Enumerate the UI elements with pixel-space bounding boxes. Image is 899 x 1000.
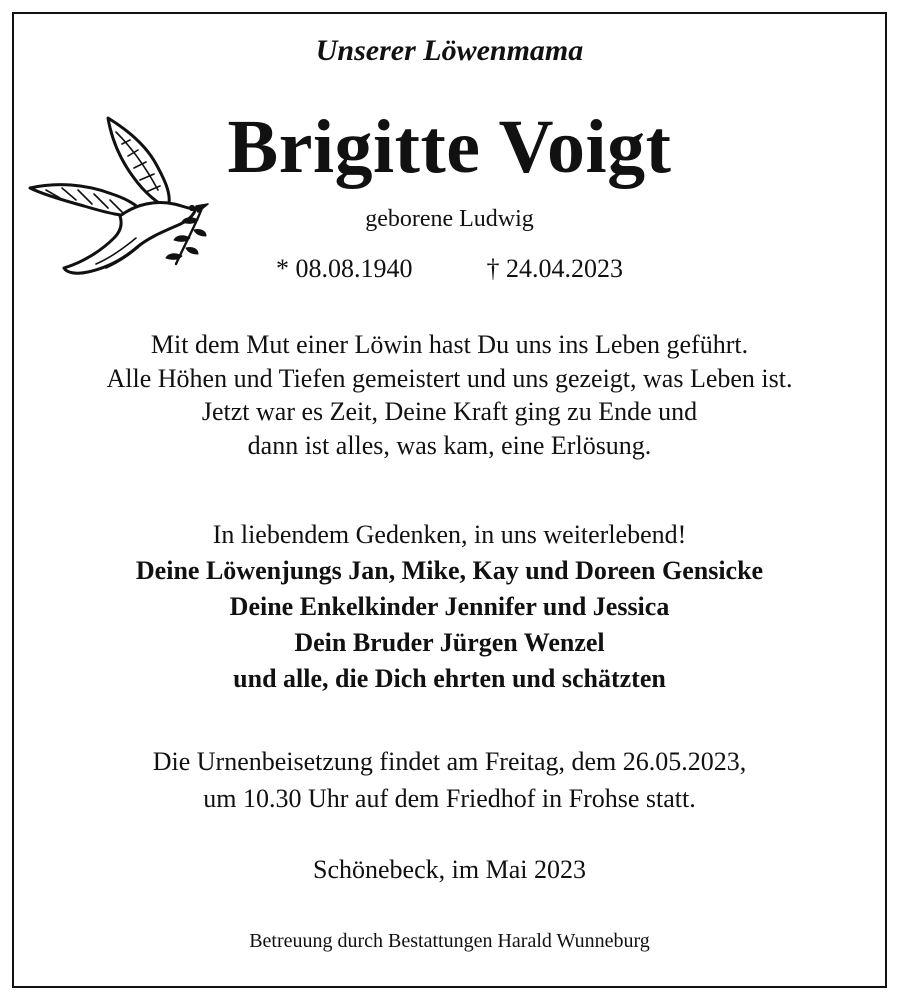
notice-heading: Unserer Löwenmama	[315, 34, 584, 67]
undertaker-credit: Betreuung durch Bestattungen Harald Wunneburg	[249, 930, 650, 952]
verse-line: Mit dem Mut einer Löwin hast Du uns ins Leben geführt.	[150, 330, 749, 359]
verse-line: Jetzt war es Zeit, Deine Kraft ging zu Ende und	[201, 397, 698, 426]
remembrance-block	[0, 517, 899, 697]
birth-date: * 08.08.1940	[276, 254, 413, 283]
birth-name: geborene Ludwig	[365, 206, 534, 232]
life-dates	[0, 254, 899, 284]
deceased-name: Brigitte Voigt	[227, 105, 672, 189]
verse-line: dann ist alles, was kam, eine Erlösung.	[247, 430, 652, 460]
death-date: † 24.04.2023	[486, 254, 623, 283]
mourner-line: Dein Bruder Jürgen Wenzel	[294, 628, 605, 657]
place-date: Schönebeck, im Mai 2023	[313, 855, 586, 884]
mourner-line: und alle, die Dich ehrten und schätzten	[233, 664, 666, 693]
funeral-info-line: um 10.30 Uhr auf dem Friedhof in Frohse statt.	[203, 784, 696, 813]
funeral-info-line: Die Urnenbeisetzung findet am Freitag, dem 26.05.2023,	[152, 747, 747, 776]
funeral-info	[0, 743, 899, 817]
mourner-line: Deine Löwenjungs Jan, Mike, Kay und Doreen Gensicke	[135, 556, 764, 585]
verse-line: Alle Höhen und Tiefen gemeistert und uns gezeigt, was Leben ist.	[106, 363, 793, 393]
mourner-line: Deine Enkelkinder Jennifer und Jessica	[229, 592, 670, 621]
memorial-verse	[0, 328, 899, 462]
remembrance-intro: In liebendem Gedenken, in uns weiterlebend!	[212, 520, 687, 549]
